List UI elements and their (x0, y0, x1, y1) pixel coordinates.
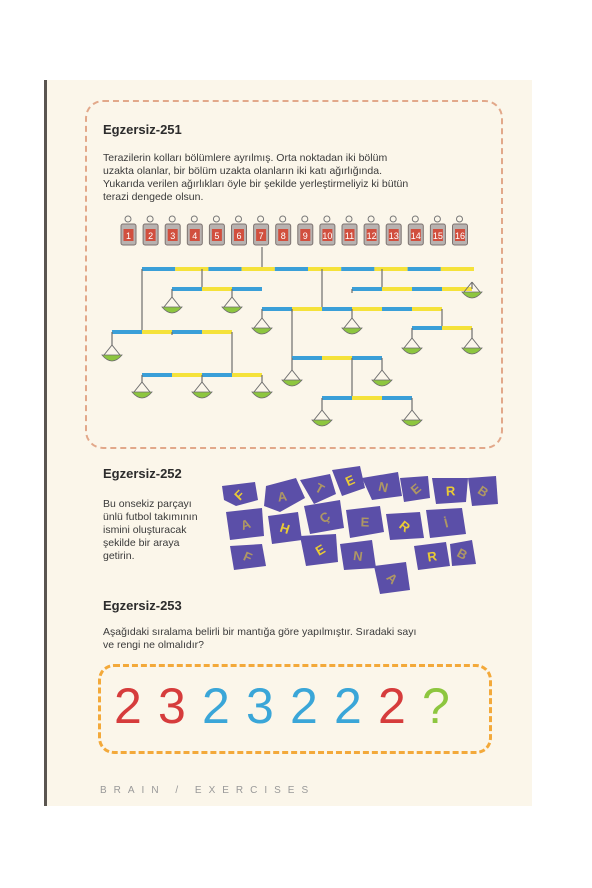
exercise-251-line: uzakta olanlar, bir bölüm uzakta olanların iki katı ağırlığında. (103, 165, 382, 177)
exercise-251-line: Terazilerin kolları bölümlere ayrılmış. Orta noktadan iki bölüm (103, 152, 388, 164)
exercise-252-line: şekilde bir araya (103, 537, 180, 549)
puzzle-piece (300, 534, 338, 566)
exercise-251-line: terazi dengede olsun. (103, 191, 204, 203)
exercise-251-line: Yukarıda verilen ağırlıkları öyle bir şekilde yerleştirmeliyiz ki bütün (103, 178, 409, 190)
puzzle-piece (268, 512, 302, 544)
exercise-252-line: ismini oluşturacak (103, 524, 187, 536)
puzzle-piece (300, 474, 336, 504)
puzzle-piece (346, 506, 384, 538)
weight-number: 11 (344, 231, 355, 241)
puzzle-fragment: R (396, 517, 414, 536)
exercise-253-line: Aşağıdaki sıralama belirli bir mantığa göre yapılmıştır. Sıradaki sayı (103, 626, 417, 638)
puzzle-piece (432, 478, 468, 504)
puzzle-piece (468, 476, 498, 506)
exercise-253-text (103, 626, 416, 652)
puzzle-fragment: E (360, 514, 370, 530)
sequence-digit: 2 (334, 678, 362, 734)
sequence-digit: 3 (246, 678, 274, 734)
puzzle-fragment: E (407, 480, 424, 498)
weight-number: 4 (192, 231, 198, 241)
weight-number: 1 (125, 231, 132, 241)
puzzle-fragment: R (426, 548, 438, 565)
puzzle-piece (264, 478, 305, 512)
puzzle-fragment: T (312, 479, 327, 497)
exercise-251-title: Egzersiz-251 (103, 122, 182, 137)
weight-number: 3 (170, 231, 176, 241)
weight-number: 2 (148, 231, 154, 241)
exercise-253-line: ve rengi ne olmalıdır? (103, 639, 204, 651)
puzzle-fragment: E (312, 541, 328, 559)
sequence-digit: 3 (158, 678, 186, 734)
puzzle-fragment: F (241, 548, 255, 566)
weight-number: 15 (432, 231, 443, 241)
weight-number: 16 (454, 231, 466, 241)
puzzle-fragment: A (276, 488, 288, 505)
puzzle-piece (222, 482, 258, 506)
puzzle-piece (414, 542, 450, 570)
puzzle-piece (304, 500, 344, 534)
puzzle-fragment: N (352, 547, 364, 565)
sequence-digit: 2 (114, 678, 142, 734)
weight-number: 5 (214, 231, 220, 241)
puzzle-piece (362, 472, 402, 500)
puzzle-piece (400, 476, 430, 502)
puzzle-fragment: H (278, 519, 292, 538)
weight-number: 8 (280, 231, 286, 241)
sequence-digit: 2 (378, 678, 406, 734)
puzzle-piece (426, 508, 466, 538)
puzzle-fragment: R (445, 483, 456, 499)
sequence-digit: 2 (290, 678, 318, 734)
puzzle-fragment: F (231, 487, 248, 504)
weight-number: 14 (410, 231, 421, 241)
puzzle-fragment: A (238, 515, 253, 534)
puzzle-fragment: E (342, 471, 357, 490)
weight-number: 7 (258, 231, 264, 241)
puzzle-piece (226, 508, 264, 540)
exercise-252-line: Bu onsekiz parçayı (103, 498, 192, 510)
puzzle-fragment: Ç (316, 508, 333, 527)
puzzle-piece (230, 544, 266, 570)
weight-number: 6 (236, 231, 242, 241)
puzzle-piece (386, 512, 424, 540)
weight-number: 9 (302, 231, 308, 241)
weight-number: 13 (388, 231, 399, 241)
puzzle-fragment: B (475, 482, 492, 501)
puzzle-fragment: İ (442, 515, 450, 531)
exercise-252-line: getirin. (103, 550, 135, 562)
puzzle-piece (374, 562, 410, 594)
exercise-253-title: Egzersiz-253 (103, 598, 182, 613)
weight-number: 10 (322, 231, 333, 241)
puzzle-piece (450, 540, 476, 566)
puzzle-piece (332, 466, 365, 496)
puzzle-fragment: N (377, 478, 390, 496)
page-footer: BRAIN / EXERCISES (100, 785, 316, 796)
exercise-252-title: Egzersiz-252 (103, 466, 182, 481)
weight-number: 12 (366, 231, 377, 241)
sequence-question-mark: ? (422, 678, 450, 734)
puzzle-fragment: B (454, 545, 470, 563)
sequence-digit: 2 (202, 678, 230, 734)
puzzle-fragment: A (383, 569, 401, 588)
exercise-252-line: ünlü futbol takımının (103, 511, 198, 523)
puzzle-piece (340, 540, 376, 570)
